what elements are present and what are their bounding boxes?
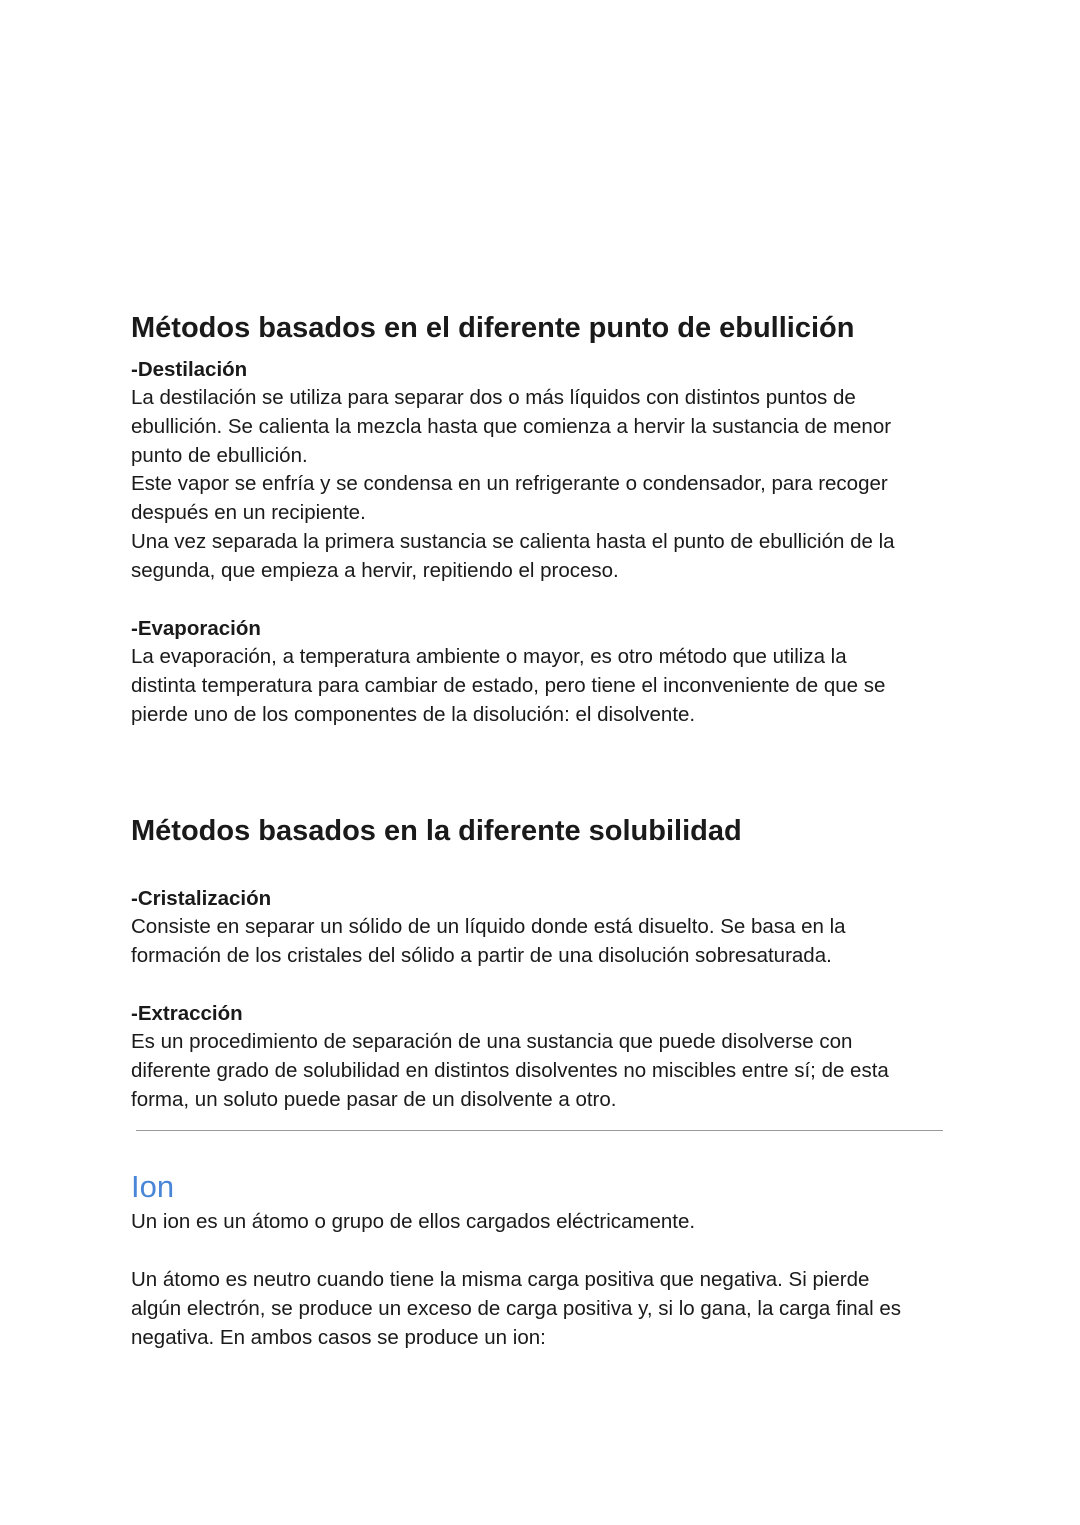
paragraph-cristalizacion (131, 913, 951, 971)
text-line: La destilación se utiliza para separar dos o más líquidos con distintos puntos de (131, 386, 856, 409)
heading-cristalizacion: -Cristalización (131, 887, 272, 910)
heading-extraccion: -Extracción (131, 1002, 243, 1025)
text-line: Es un procedimiento de separación de una sustancia que puede disolverse con (131, 1030, 853, 1053)
text-line: Consiste en separar un sólido de un líquido donde está disuelto. Se basa en la (131, 915, 846, 938)
horizontal-divider (136, 1130, 943, 1131)
paragraph-destilacion (131, 384, 951, 586)
paragraph-evaporacion (131, 643, 951, 729)
text-line: distinta temperatura para cambiar de estado, pero tiene el inconveniente de que se (131, 673, 886, 697)
text-line: Un átomo es neutro cuando tiene la misma carga positiva que negativa. Si pierde (131, 1268, 870, 1291)
text-line: La evaporación, a temperatura ambiente o mayor, es otro método que utiliza la (131, 645, 847, 668)
text-line: diferente grado de solubilidad en distintos disolventes no miscibles entre sí; de esta (131, 1058, 889, 1082)
text-line: Un ion es un átomo o grupo de ellos cargados eléctricamente. (131, 1210, 696, 1233)
text-line: formación de los cristales del sólido a partir de una disolución sobresaturada. (131, 943, 832, 967)
section-title-ebullicion: Métodos basados en el diferente punto de ebullición (131, 312, 855, 344)
heading-destilacion: -Destilación (131, 358, 248, 381)
text-line: punto de ebullición. (131, 443, 308, 467)
text-line: Una vez separada la primera sustancia se calienta hasta el punto de ebullición de la (131, 529, 895, 553)
text-line: negativa. En ambos casos se produce un ion: (131, 1325, 546, 1349)
heading-evaporacion: -Evaporación (131, 617, 261, 640)
paragraph-ion (131, 1266, 951, 1352)
text-line: forma, un soluto puede pasar de un disolvente a otro. (131, 1087, 617, 1111)
section-title-ion: Ion (131, 1169, 175, 1204)
text-line: algún electrón, se produce un exceso de carga positiva y, si lo gana, la carga final es (131, 1296, 901, 1320)
section-title-solubilidad: Métodos basados en la diferente solubilidad (131, 815, 742, 847)
text-line: Este vapor se enfría y se condensa en un refrigerante o condensador, para recoger (131, 472, 888, 496)
paragraph-extraccion (131, 1028, 951, 1114)
text-line: después en un recipiente. (131, 501, 366, 525)
text-line: pierde uno de los componentes de la disolución: el disolvente. (131, 702, 696, 726)
paragraph-ion-intro (131, 1208, 951, 1237)
text-line: ebullición. Se calienta la mezcla hasta que comienza a hervir la sustancia de menor (131, 414, 892, 438)
text-line: segunda, que empieza a hervir, repitiendo el proceso. (131, 558, 619, 582)
